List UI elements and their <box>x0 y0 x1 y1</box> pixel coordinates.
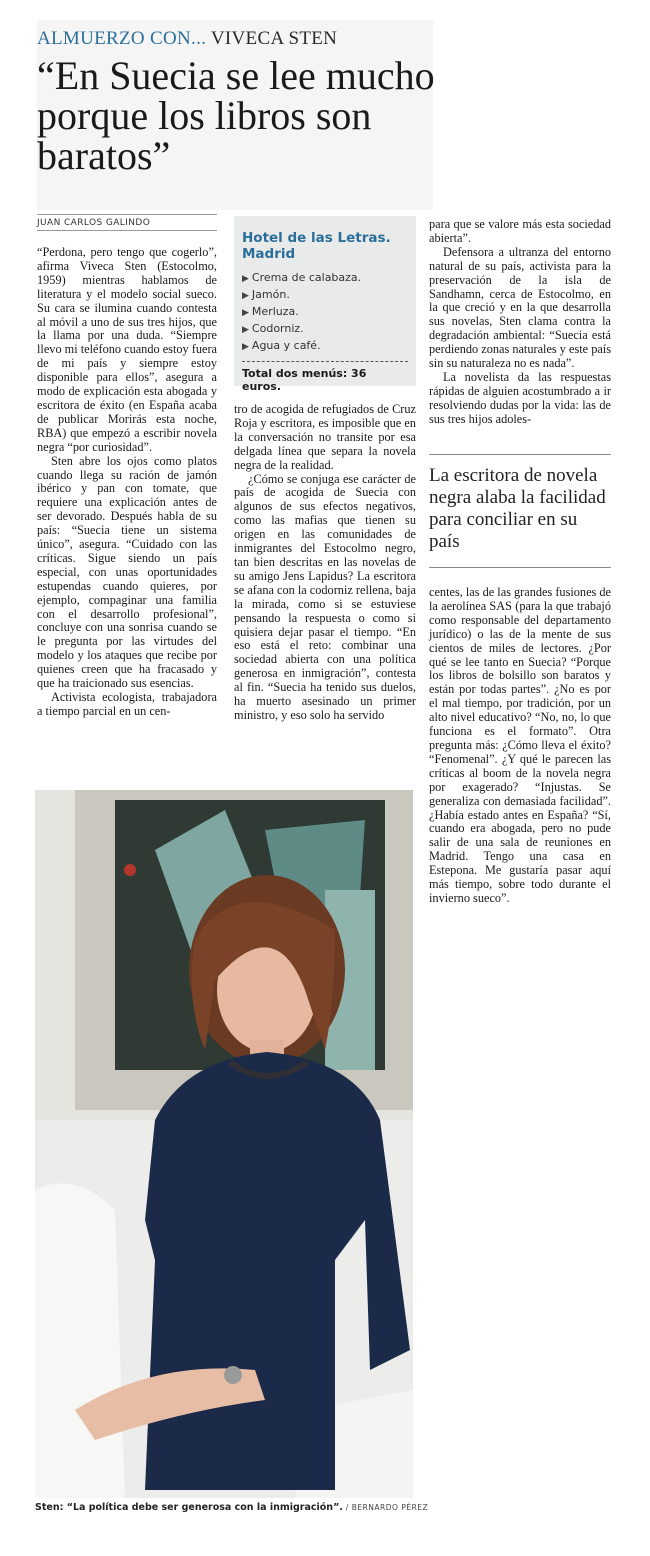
triangle-bullet-icon: ▶ <box>242 291 249 301</box>
paragraph: para que se valore más esta sociedad abierta”. <box>429 217 611 245</box>
menu-item: ▶ Merluza. <box>242 305 299 318</box>
menu-item: ▶ Codorniz. <box>242 322 304 335</box>
paragraph: La novelista da las respuestas rápidas de alguien acostumbrado a ir resolviendo dudas por la vida: las de sus tres hijos adoles- <box>429 369 611 426</box>
kicker-name: VIVECA STEN <box>210 28 338 49</box>
column-1 <box>37 246 217 719</box>
menu-item: ▶ Crema de calabaza. <box>242 271 362 284</box>
paragraph: “Perdona, pero tengo que cogerlo”, afirma Viveca Sten (Estocolmo, 1959) mientras hablamos de literatura y el modelo social sueco. Su cara se ilumina cuando contesta al móvil a uno de sus tres hijos, que la llama por una duda. “Siempre llevo mi teléfono cuando estoy fuera de mi país y siempre estoy disponible para ellos”, asegura a modo de explicación esta abogada y escritora de éxito (en España acaba de publicar Morirás esta noche, RBA) que empezó a escribir novela negra “por curiosidad”. <box>37 245 217 454</box>
portrait-photo <box>35 790 413 1498</box>
paragraph: Activista ecologista, trabajadora a tiempo parcial en un cen- <box>37 690 217 718</box>
photo-credit: / BERNARDO PÉREZ <box>342 1503 429 1512</box>
paragraph: centes, las de las grandes fusiones de la aerolínea SAS (para la que trabajó como responsable del departamento jurídico) o las de la mente de sus cientos de miles de lectores. ¿Por qué se lee tanto en Suecia? “Porque los libros de bolsillo son baratos y están por todas partes”. ¿No es por el mal tiempo, por tradición, por un alto nivel educativo? “No, no, lo que funciona es el formato”. Otra pregunta más: ¿Cómo lleva el éxito? “Fenomenal”. ¿Y qué le parecen las críticas al boom de la novela negra por exagerado? “Injustas. Se generaliza con demasiada facilidad”. ¿Había estado antes en España? “Sí, cuando era abogada, pero no pude salir de una sala de reuniones en Madrid. Tengo una casa en Estepona. Me gustaría pasar aquí más tiempo, sobre todo durante el invierno sueco”. <box>429 585 612 905</box>
paragraph: Defensora a ultranza del entorno natural de su país, activista para la preservación de la isla de Sandhamn, cerca de Estocolmo, en la que creció y en la que desarrolla sus novelas, Sten clama contra la degradación ambiental: “Suecia está perdiendo zonas naturales y este país sin su naturaleza no es nada”. <box>429 244 611 371</box>
menu-divider <box>242 361 408 362</box>
menu-title: Hotel de las Letras. Madrid <box>242 230 391 262</box>
menu-box <box>234 216 416 393</box>
paragraph: ¿Cómo se conjuga ese carácter de país de acogida de Suecia con algunos de sus efectos negativos, como las mafias que tienen su origen en las comunidades de inmigrantes del Estocolmo negro, tan bien descritas en las novelas de su amigo Jens Lapidus? La escritora se afana con la codorniz rellena, baja la mirada, como si se estuviese pensando la respuesta o como si quisiera dejar pasar el tiempo. “En eso está el reto: combinar una sociedad abierta con una política generosa en inmigración”, contesta al fin. “Suecia ha tenido sus duelos, ha muerto asesinado un primer ministro, y eso solo ha servido <box>234 471 416 722</box>
column-3-bottom <box>429 586 611 906</box>
pull-quote <box>429 454 611 568</box>
triangle-bullet-icon: ▶ <box>242 342 249 352</box>
pull-quote-text: La escritora de novela negra alaba la facilidad para conciliar en su país <box>429 465 606 552</box>
triangle-bullet-icon: ▶ <box>242 325 249 335</box>
paragraph: tro de acogida de refugiados de Cruz Roja y escritora, es imposible que en la conversación no transite por esa delgada línea que separa la novela negra de la realidad. <box>234 402 416 472</box>
photo-caption <box>35 1502 435 1513</box>
paragraph: Sten abre los ojos como platos cuando llega su ración de jamón ibérico y pan con tomate, que requiere una explicación antes de ser devorado. Después habla de su país: “Suecia tiene un sistema único”, asegura. “Cuidado con las críticas. Sigue siendo un país especial, con unas oportunidades estupendas cuando quieres, por ejemplo, compaginar una familia con el desarrollo profesional”, concluye con una sonrisa cuando se le pregunta por las virtudes del modelo y los ataques que recibe por quienes creen que ha fracasado y que ha traicionado sus esencias. <box>37 453 217 691</box>
portrait-illustration <box>35 790 413 1498</box>
kicker-section: ALMUERZO CON... <box>37 28 207 49</box>
byline: JUAN CARLOS GALINDO <box>37 214 217 231</box>
column-2 <box>234 403 416 723</box>
triangle-bullet-icon: ▶ <box>242 274 249 284</box>
caption-text: Sten: “La política debe ser generosa con la inmigración”. <box>35 1502 343 1513</box>
menu-item: ▶ Agua y café. <box>242 339 321 352</box>
menu-list <box>242 270 408 355</box>
headline: “En Suecia se lee mucho porque los libros son baratos” <box>37 53 435 178</box>
section-kicker <box>37 28 337 50</box>
menu-item: ▶ Jamón. <box>242 288 290 301</box>
triangle-bullet-icon: ▶ <box>242 308 249 318</box>
column-3-top <box>429 218 611 427</box>
menu-total: Total dos menús: 36 euros. <box>242 367 367 393</box>
